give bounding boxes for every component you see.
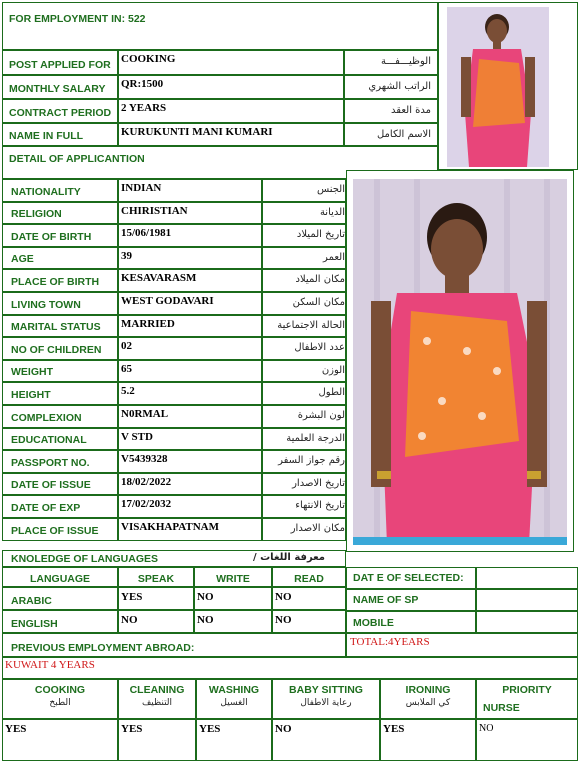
detail-label: EDUCATIONAL bbox=[11, 434, 87, 446]
detail-label: LIVING TOWN bbox=[11, 299, 81, 311]
detail-label: HEIGHT bbox=[11, 389, 51, 401]
detail-ar-cell bbox=[262, 473, 346, 495]
detail-ar-cell bbox=[262, 224, 346, 247]
detail-label: PLACE OF BIRTH bbox=[11, 276, 100, 288]
detail-value-cell bbox=[118, 247, 262, 269]
detail-ar-cell bbox=[262, 247, 346, 269]
detail-ar: لون البشرة bbox=[297, 410, 345, 421]
detail-ar: عدد الاطفال bbox=[294, 342, 345, 353]
detail-value: 39 bbox=[121, 250, 132, 262]
languages-title-cell bbox=[2, 550, 346, 567]
small-photo-image bbox=[439, 3, 578, 170]
detail-label-cell bbox=[2, 450, 118, 473]
detail-value: WEST GODAVARI bbox=[121, 295, 214, 307]
top-row-ar: الوظيـــفـــة bbox=[381, 56, 431, 67]
lang-value: NO bbox=[197, 591, 214, 603]
detail-ar-cell bbox=[262, 450, 346, 473]
detail-ar: الطول bbox=[318, 387, 345, 398]
previous-employment-title: PREVIOUS EMPLOYMENT ABROAD: bbox=[11, 642, 195, 654]
detail-label: PLACE OF ISSUE bbox=[11, 525, 99, 537]
detail-value: 65 bbox=[121, 363, 132, 375]
detail-ar: تاريخ الاصدار bbox=[292, 478, 345, 489]
top-row-value: COOKING bbox=[121, 53, 176, 65]
top-row-value-cell bbox=[118, 50, 344, 75]
top-row-ar-cell bbox=[344, 75, 438, 99]
skill-header-cell bbox=[118, 679, 196, 719]
top-row-label: POST APPLIED FOR bbox=[9, 59, 111, 71]
lang-header: SPEAK bbox=[137, 573, 175, 585]
top-row-label-cell bbox=[2, 99, 118, 123]
detail-label-cell bbox=[2, 382, 118, 405]
detail-value: 15/06/1981 bbox=[121, 227, 172, 239]
languages-title-right bbox=[346, 550, 576, 567]
skill-header-ar: رعاية الاطفال bbox=[300, 698, 352, 708]
detail-ar: مكان الاصدار bbox=[290, 523, 345, 534]
date-selected-value bbox=[476, 567, 578, 589]
top-row-label: MONTHLY SALARY bbox=[9, 83, 106, 95]
lang-header-cell bbox=[2, 567, 118, 587]
detail-ar-cell bbox=[262, 428, 346, 450]
detail-label-cell bbox=[2, 473, 118, 495]
top-row-ar: الراتب الشهري bbox=[368, 81, 431, 92]
detail-ar-cell bbox=[262, 269, 346, 292]
lang-cell bbox=[118, 587, 194, 610]
previous-detail: KUWAIT 4 YEARS bbox=[5, 659, 95, 671]
skill-header-ar: كي الملابس bbox=[405, 698, 451, 708]
skill-value: YES bbox=[5, 723, 27, 735]
skill-value-cell bbox=[2, 719, 118, 761]
name-of-sp-value bbox=[476, 589, 578, 611]
employment-header-cell bbox=[2, 2, 438, 50]
skill-header: PRIORITY bbox=[502, 684, 552, 696]
detail-value-cell bbox=[118, 360, 262, 382]
skill-value: YES bbox=[121, 723, 143, 735]
top-row-label: CONTRACT PERIOD bbox=[9, 107, 112, 119]
detail-label-cell bbox=[2, 247, 118, 269]
detail-ar: تاريخ الانتهاء bbox=[295, 500, 345, 511]
detail-label: COMPLEXION bbox=[11, 412, 82, 424]
lang-cell bbox=[118, 610, 194, 633]
skill-value: YES bbox=[199, 723, 221, 735]
detail-label: DATE OF ISSUE bbox=[11, 479, 91, 491]
top-row-label-cell bbox=[2, 50, 118, 75]
detail-ar-cell bbox=[262, 495, 346, 518]
detail-value: V5439328 bbox=[121, 453, 168, 465]
detail-ar-cell bbox=[262, 202, 346, 224]
detail-value: 18/02/2022 bbox=[121, 476, 172, 488]
date-selected-cell bbox=[346, 567, 476, 589]
detail-label-cell bbox=[2, 360, 118, 382]
skill-header: BABY SITTING bbox=[289, 684, 363, 696]
top-row-value-cell bbox=[118, 99, 344, 123]
detail-value: N0RMAL bbox=[121, 408, 169, 420]
mobile-value bbox=[476, 611, 578, 633]
detail-label: WEIGHT bbox=[11, 366, 53, 378]
skill-value: YES bbox=[383, 723, 405, 735]
detail-label-cell bbox=[2, 428, 118, 450]
small-photo bbox=[438, 2, 578, 170]
top-row-value-cell bbox=[118, 75, 344, 99]
detail-label-cell bbox=[2, 224, 118, 247]
detail-label-cell bbox=[2, 518, 118, 541]
skill-header: IRONING bbox=[405, 684, 451, 696]
skill-header: CLEANING bbox=[129, 684, 185, 696]
top-row-value: KURUKUNTI MANI KUMARI bbox=[121, 126, 273, 138]
lang-cell bbox=[2, 610, 118, 633]
lang-value: YES bbox=[121, 591, 143, 603]
detail-value-cell bbox=[118, 382, 262, 405]
lang-value: NO bbox=[197, 614, 214, 626]
top-row-label-cell bbox=[2, 123, 118, 146]
detail-label: AGE bbox=[11, 253, 34, 265]
detail-ar: الجنس bbox=[316, 184, 345, 195]
lang-header-cell bbox=[272, 567, 346, 587]
detail-value: MARRIED bbox=[121, 318, 175, 330]
detail-label-cell bbox=[2, 292, 118, 315]
lang-header: WRITE bbox=[216, 573, 250, 585]
name-of-sp-label: NAME OF SP bbox=[353, 594, 419, 606]
top-row-label-cell bbox=[2, 75, 118, 99]
detail-ar: مكان الميلاد bbox=[295, 274, 345, 285]
detail-label-cell bbox=[2, 495, 118, 518]
top-row-ar-cell bbox=[344, 123, 438, 146]
detail-label: MARITAL STATUS bbox=[11, 321, 101, 333]
detail-label: RELIGION bbox=[11, 208, 62, 220]
previous-employment-cell bbox=[2, 633, 346, 657]
skill-header: WASHING bbox=[208, 684, 260, 696]
skill-value-cell bbox=[118, 719, 196, 761]
skill-value-cell bbox=[196, 719, 272, 761]
detail-label: DATE OF BIRTH bbox=[11, 231, 92, 243]
date-selected-label: DAT E OF SELECTED: bbox=[353, 572, 464, 584]
skill-header-cell bbox=[476, 679, 578, 719]
skill-header-cell bbox=[2, 679, 118, 719]
lang-value: NO bbox=[121, 614, 138, 626]
detail-ar-cell bbox=[262, 382, 346, 405]
lang-header-cell bbox=[194, 567, 272, 587]
top-row-ar-cell bbox=[344, 99, 438, 123]
top-row-ar: مدة العقد bbox=[391, 105, 431, 116]
top-row-value-cell bbox=[118, 123, 344, 146]
detail-ar: رقم جواز السفر bbox=[278, 455, 345, 466]
detail-label: PASSPORT NO. bbox=[11, 457, 90, 469]
mobile-cell bbox=[346, 611, 476, 633]
detail-value: 17/02/2032 bbox=[121, 498, 172, 510]
detail-value-cell bbox=[118, 518, 262, 541]
detail-value: INDIAN bbox=[121, 182, 162, 194]
skill-value-cell bbox=[476, 719, 578, 761]
detail-ar: تاريخ الميلاد bbox=[296, 229, 345, 240]
skill-header-cell bbox=[272, 679, 380, 719]
top-row-value: QR:1500 bbox=[121, 78, 164, 90]
lang-header: LANGUAGE bbox=[29, 573, 91, 585]
lang-header-cell bbox=[118, 567, 194, 587]
lang-value: NO bbox=[275, 591, 292, 603]
skill-header: COOKING bbox=[34, 684, 86, 696]
detail-label-cell bbox=[2, 179, 118, 202]
detail-label-cell bbox=[2, 269, 118, 292]
detail-value: KESAVARASM bbox=[121, 272, 197, 284]
skill-value: NO bbox=[479, 723, 494, 734]
detail-value-cell bbox=[118, 473, 262, 495]
detail-label-cell bbox=[2, 315, 118, 337]
detail-value-cell bbox=[118, 269, 262, 292]
priority-value: NURSE bbox=[483, 702, 520, 714]
lang-cell bbox=[2, 587, 118, 610]
detail-ar-cell bbox=[262, 292, 346, 315]
skill-value-cell bbox=[380, 719, 476, 761]
detail-value-cell bbox=[118, 202, 262, 224]
top-row-ar-cell bbox=[344, 50, 438, 75]
detail-ar-cell bbox=[262, 405, 346, 428]
total-years-cell bbox=[346, 633, 578, 657]
detail-ar: العمر bbox=[323, 252, 345, 263]
detail-ar: الدرجة العلمية bbox=[286, 433, 345, 444]
detail-value: 5.2 bbox=[121, 385, 135, 397]
detail-value-cell bbox=[118, 179, 262, 202]
detail-value: V STD bbox=[121, 431, 153, 443]
lang-header: READ bbox=[294, 573, 324, 585]
main-photo bbox=[346, 170, 574, 552]
detail-value-cell bbox=[118, 315, 262, 337]
detail-ar-cell bbox=[262, 360, 346, 382]
lang-value: ENGLISH bbox=[11, 618, 58, 630]
detail-label-cell bbox=[2, 405, 118, 428]
skill-header-ar: الطبخ bbox=[49, 698, 71, 708]
lang-cell bbox=[272, 610, 346, 633]
detail-value: CHIRISTIAN bbox=[121, 205, 188, 217]
detail-ar: الحالة الاجتماعية bbox=[277, 320, 345, 331]
languages-title-ar: معرفة اللغات / bbox=[253, 552, 325, 563]
previous-detail-cell bbox=[2, 657, 578, 679]
detail-value: VISAKHAPATNAM bbox=[121, 521, 219, 533]
total-years: TOTAL:4YEARS bbox=[350, 636, 430, 648]
skill-header-ar: الغسيل bbox=[220, 698, 248, 708]
detail-value-cell bbox=[118, 495, 262, 518]
detail-value: 02 bbox=[121, 340, 132, 352]
lang-cell bbox=[194, 610, 272, 633]
detail-label-cell bbox=[2, 337, 118, 360]
lang-cell bbox=[194, 587, 272, 610]
detail-value-cell bbox=[118, 292, 262, 315]
detail-value-cell bbox=[118, 224, 262, 247]
detail-ar: الديانة bbox=[319, 207, 345, 218]
skill-header-cell bbox=[196, 679, 272, 719]
detail-ar-cell bbox=[262, 518, 346, 541]
top-row-value: 2 YEARS bbox=[121, 102, 167, 114]
detail-label-cell bbox=[2, 202, 118, 224]
skill-value: NO bbox=[275, 723, 292, 735]
detail-title: DETAIL OF APPLICANTION bbox=[9, 153, 145, 165]
employment-label: FOR EMPLOYMENT IN: 522 bbox=[9, 13, 146, 25]
skill-header-ar: التنظيف bbox=[141, 698, 173, 708]
top-row-ar: الاسم الكامل bbox=[376, 129, 431, 140]
detail-ar-cell bbox=[262, 315, 346, 337]
name-of-sp-cell bbox=[346, 589, 476, 611]
detail-ar: مكان السكن bbox=[292, 297, 345, 308]
skill-header-cell bbox=[380, 679, 476, 719]
detail-label: DATE OF EXP bbox=[11, 502, 81, 514]
detail-value-cell bbox=[118, 337, 262, 360]
languages-title: KNOLEDGE OF LANGUAGES bbox=[11, 553, 159, 565]
top-row-label: NAME IN FULL bbox=[9, 130, 84, 142]
detail-ar: الوزن bbox=[321, 365, 345, 376]
detail-value-cell bbox=[118, 450, 262, 473]
main-photo-image bbox=[347, 171, 574, 552]
detail-label: NO OF CHILDREN bbox=[11, 344, 102, 356]
mobile-label: MOBILE bbox=[353, 617, 394, 629]
skill-value-cell bbox=[272, 719, 380, 761]
lang-cell bbox=[272, 587, 346, 610]
lang-value: NO bbox=[275, 614, 292, 626]
detail-label: NATIONALITY bbox=[11, 186, 81, 198]
detail-value-cell bbox=[118, 428, 262, 450]
detail-ar-cell bbox=[262, 337, 346, 360]
lang-value: ARABIC bbox=[11, 595, 52, 607]
detail-value-cell bbox=[118, 405, 262, 428]
detail-ar-cell bbox=[262, 179, 346, 202]
